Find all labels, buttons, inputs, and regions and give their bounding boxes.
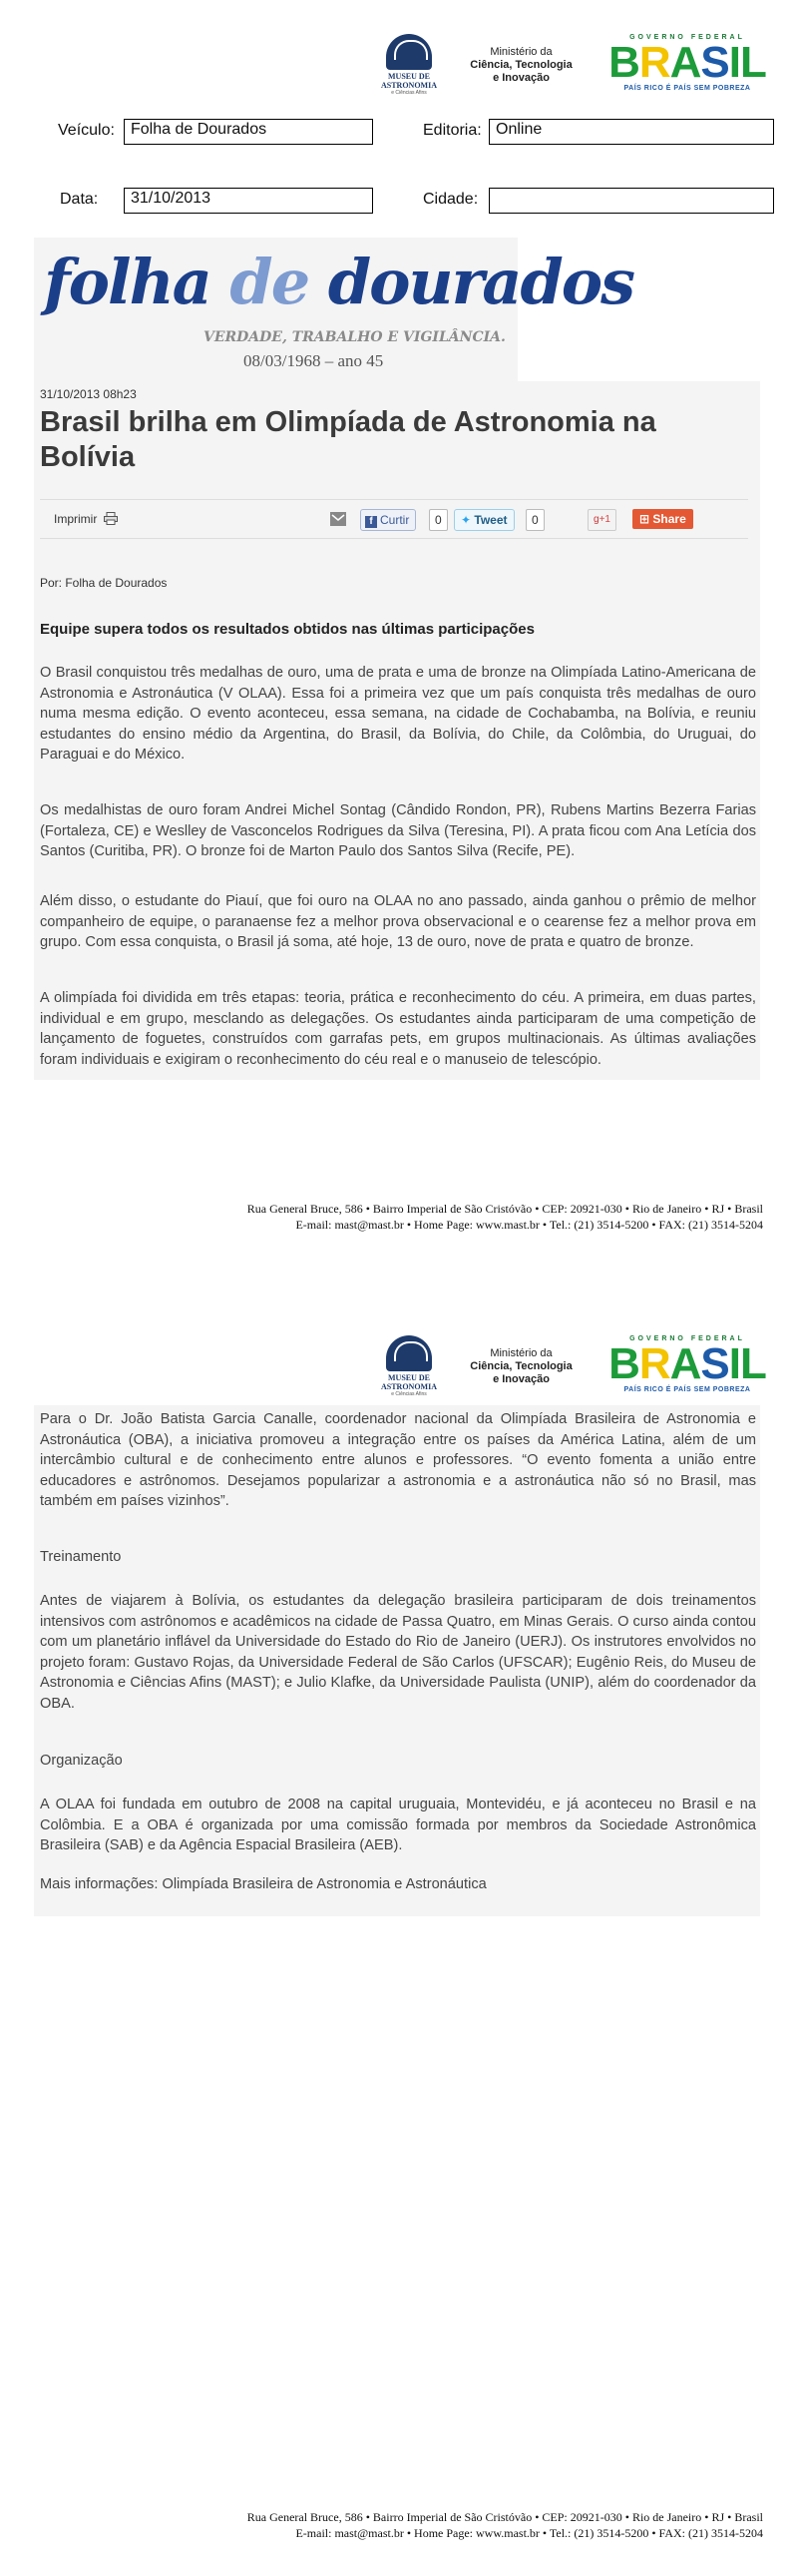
- newspaper-masthead: [34, 238, 634, 385]
- footer-contact: E-mail: mast@mast.br • Home Page: www.mast.br • Tel.: (21) 3514-5200 • FAX: (21) 3514-5204: [295, 1218, 763, 1232]
- section-heading-organizacao: Organização: [40, 1753, 123, 1769]
- footer-contact: E-mail: mast@mast.br • Home Page: www.mast.br • Tel.: (21) 3514-5200 • FAX: (21) 3514-5204: [295, 2526, 763, 2540]
- email-icon[interactable]: [330, 509, 346, 529]
- article-page-2: [34, 1405, 760, 1916]
- masthead-founded: 08/03/1968 – ano 45: [243, 351, 384, 370]
- share-button[interactable]: [632, 509, 693, 529]
- facebook-icon: f: [365, 516, 377, 528]
- tweet-button[interactable]: [454, 509, 515, 531]
- ministry-logo: [464, 1347, 579, 1386]
- article-paragraph: Os medalhistas de ouro foram Andrei Michel Sontag (Cândido Rondon, PR), Rubens Martins Bezerra Farias (Fortaleza, CE) e Weslley de Vasconcelos Rodrigues da Silva (Teresina, PI). A prata ficou com Ana Letícia dos Santos (Curitiba, PR). O bronze foi de Marton Paulo dos Santos Silva (Recife, PE).: [40, 802, 756, 859]
- masthead-tagline: VERDADE, TRABALHO E VIGILÂNCIA.: [203, 329, 506, 345]
- data-field: 31/10/2013: [124, 188, 373, 214]
- share-icon: ⊞: [639, 512, 650, 526]
- like-label: Curtir: [380, 513, 410, 527]
- brasil-wordmark: BRASIL: [608, 38, 766, 87]
- article-paragraph: O Brasil conquistou três medalhas de ouro, uma de prata e uma de bronze na Olimpíada Latino-Americana de Astronomia e Astronáutica (V OLAA). Essa foi a primeira vez que um país conquista três medalhas de ouro numa mesma edição. O evento aconteceu, essa semana, na cidade de Cochabamba, na Bolívia, e reuniu estudantes do ensino médio da Argentina, do Brasil, da Bolívia, do Chile, da Colômbia, do Uruguai, do Paraguai e do México.: [40, 665, 756, 763]
- gov-top-text: GOVERNO FEDERAL: [629, 34, 745, 41]
- print-label: Imprimir: [54, 512, 98, 526]
- ministry-line1: Ministério da: [490, 46, 553, 58]
- facebook-like-button[interactable]: [360, 509, 416, 531]
- printer-icon: [104, 512, 118, 525]
- cidade-field: [489, 188, 774, 214]
- ministry-line2: Ciência, Tecnologia: [470, 59, 573, 71]
- ministry-logo: [464, 46, 579, 85]
- article-page-1: [34, 381, 760, 1080]
- article-subhead: Equipe supera todos os resultados obtidos nas últimas participações: [40, 621, 535, 638]
- article-byline: Por: Folha de Dourados: [40, 576, 168, 590]
- article-timestamp: 31/10/2013 08h23: [40, 387, 137, 401]
- ministry-line3: e Inovação: [493, 72, 550, 84]
- ministry-line2: Ciência, Tecnologia: [470, 1360, 573, 1372]
- masthead-title: folha de dourados: [44, 246, 634, 318]
- observatory-dome-icon: [386, 1335, 432, 1371]
- print-button[interactable]: [54, 509, 118, 529]
- article-headline: Brasil brilha em Olimpíada de Astronomia na Bolívia: [40, 406, 656, 473]
- governo-federal-logo: [601, 1335, 773, 1399]
- tweet-label: Tweet: [474, 513, 508, 527]
- observatory-dome-icon: [386, 34, 432, 70]
- gplus-label: +1: [598, 514, 610, 525]
- like-count: 0: [429, 509, 448, 531]
- governo-federal-logo: [601, 34, 773, 98]
- editoria-field: Online: [489, 119, 774, 145]
- data-label: Data:: [60, 191, 99, 208]
- page-footer: [165, 1201, 763, 1233]
- footer-address: Rua General Bruce, 586 • Bairro Imperial de São Cristóvão • CEP: 20921-030 • Rio de Janeiro • RJ • Brasil: [246, 2510, 763, 2524]
- footer-address: Rua General Bruce, 586 • Bairro Imperial de São Cristóvão • CEP: 20921-030 • Rio de Janeiro • RJ • Brasil: [246, 1202, 763, 1216]
- mast-logo: [374, 32, 444, 96]
- google-plus-button[interactable]: [588, 509, 616, 531]
- mast-logo-line2: ASTRONOMIA: [380, 81, 437, 90]
- article-paragraph: A OLAA foi fundada em outubro de 2008 na capital uruguaia, Montevidéu, e já aconteceu no Brasil e na Colômbia. E a OBA é organizada por uma comissão formada por membros da Sociedade Astronômica Brasileira (SAB) e da Agência Espacial Brasileira (AEB).: [40, 1797, 756, 1853]
- twitter-icon: ✦: [461, 513, 472, 527]
- mast-logo-sub: e Ciências Afins: [391, 90, 427, 96]
- mast-logo-line1: MUSEU DE: [387, 1373, 430, 1382]
- veiculo-field: Folha de Dourados: [124, 119, 373, 145]
- more-info-link[interactable]: Mais informações: Olimpíada Brasileira de Astronomia e Astronáutica: [40, 1876, 487, 1892]
- veiculo-label: Veículo:: [58, 122, 115, 139]
- brasil-wordmark: BRASIL: [608, 1339, 766, 1388]
- page-footer: [165, 2509, 763, 2541]
- gov-slogan: PAÍS RICO É PAÍS SEM POBREZA: [623, 85, 751, 92]
- ministry-line1: Ministério da: [490, 1347, 553, 1359]
- ministry-line3: e Inovação: [493, 1373, 550, 1385]
- mast-logo-line1: MUSEU DE: [387, 72, 430, 81]
- article-paragraph: Antes de viajarem à Bolívia, os estudantes da delegação brasileira participaram de dois treinamentos intensivos com astrônomos e acadêmicos na cidade de Passa Quatro, em Minas Gerais. O curso ainda contou com um planetário inflável da Universidade do Estado do Rio de Janeiro (UERJ). Os instrutores envolvidos no projeto foram: Gustavo Rojas, da Universidade Federal de São Carlos (UFSCAR); Eugênio Reis, do Museu de Astronomia e Ciências Afins (MAST); e Julio Klafke, da Universidade Paulista (UNIP), além do coordenador da OBA.: [40, 1593, 756, 1712]
- tweet-count: 0: [526, 509, 545, 531]
- article-paragraph: Para o Dr. João Batista Garcia Canalle, coordenador nacional da Olimpíada Brasileira de Astronomia e Astronáutica (OBA), a iniciativa promoveu a integração entre os países da América Latina, além de um intercâmbio cultural e de conhecimento entre alunos e professores. “O evento fomenta a união entre educadores e astrônomos. Desejamos popularizar a astronomia e a astronáutica não só no Brasil, mas também em países vizinhos”.: [40, 1411, 756, 1509]
- section-heading-treinamento: Treinamento: [40, 1549, 122, 1565]
- editoria-label: Editoria:: [423, 122, 482, 139]
- google-plus-icon: g: [594, 514, 599, 525]
- mast-logo-sub: e Ciências Afins: [391, 1391, 427, 1397]
- mast-logo-line2: ASTRONOMIA: [380, 1382, 437, 1391]
- article-paragraph: Além disso, o estudante do Piauí, que foi ouro na OLAA no ano passado, ainda ganhou o prêmio de melhor companheiro de equipe, o paranaense fez a melhor prova observacional e o cearense fez a melhor prova em grupo. Com essa conquista, o Brasil já soma, até hoje, 13 de ouro, nove de prata e quatro de bronze.: [40, 893, 756, 950]
- share-bar: [40, 499, 748, 539]
- mast-logo: [374, 1333, 444, 1397]
- header-logos: [374, 32, 773, 102]
- gov-slogan: PAÍS RICO É PAÍS SEM POBREZA: [623, 1386, 751, 1393]
- header-logos: [374, 1333, 773, 1403]
- cidade-label: Cidade:: [423, 191, 479, 208]
- gov-top-text: GOVERNO FEDERAL: [629, 1335, 745, 1342]
- article-paragraph: A olimpíada foi dividida em três etapas: teoria, prática e reconhecimento do céu. A primeira, em duas partes, individual e em grupo, mesclando as delegações. Os estudantes ainda participaram de uma competição de lançamento de foguetes, construídos com garrafas pets, em grupos multinacionais. As últimas avaliações foram individuais e exigiram o reconhecimento do céu real e o manuseio de telescópio.: [40, 990, 756, 1068]
- share-label: Share: [652, 512, 686, 526]
